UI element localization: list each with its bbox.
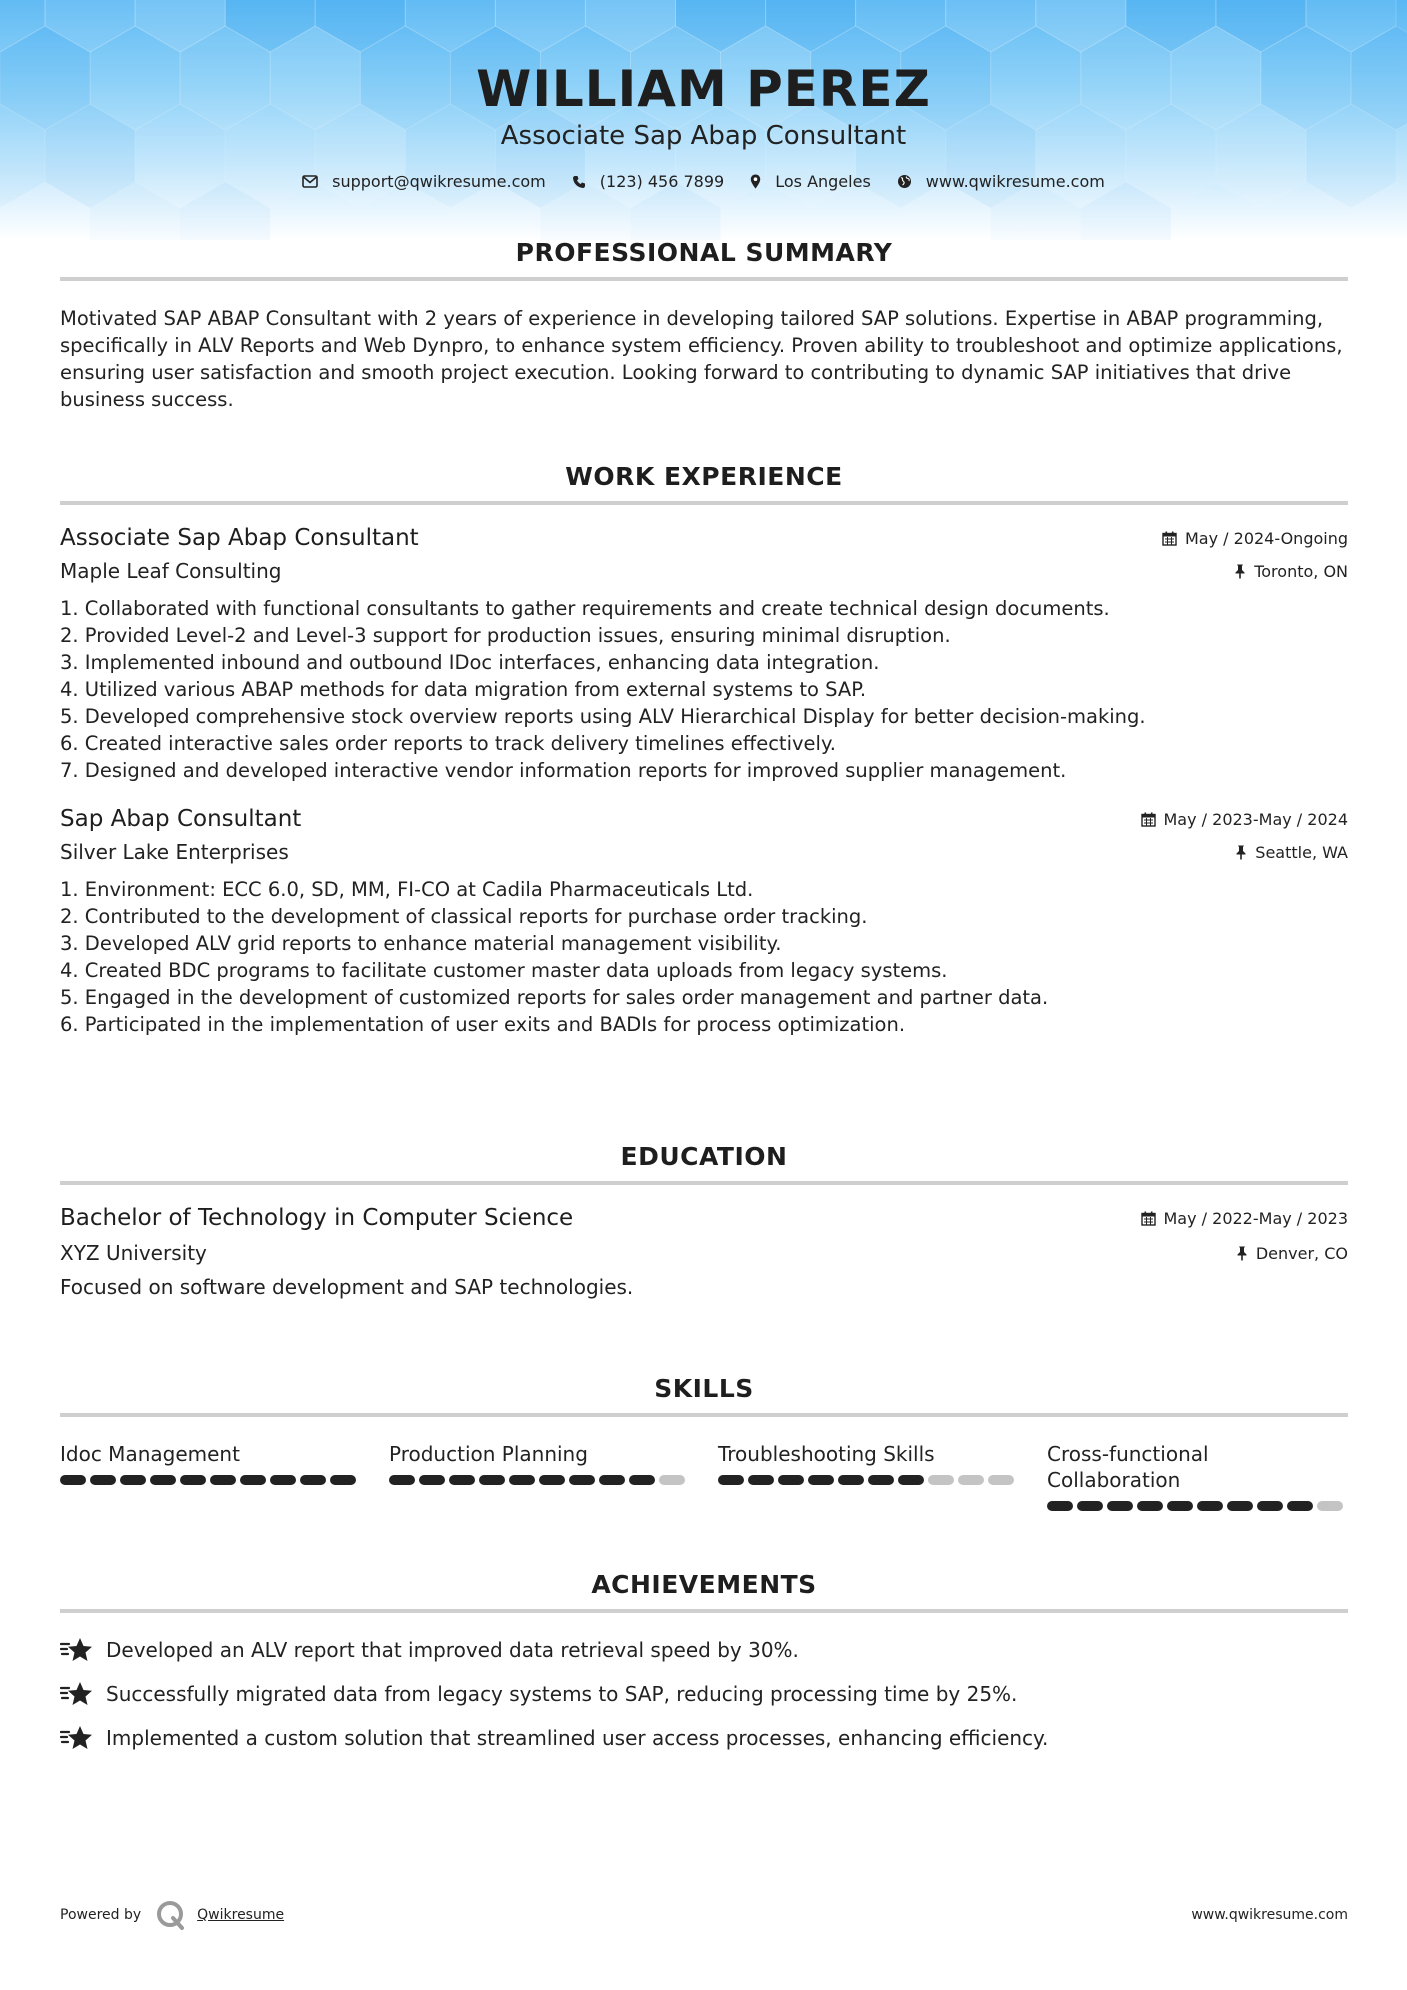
education-subheader-row: [60, 1241, 1348, 1265]
skill-item: [389, 1441, 688, 1511]
location-text: Los Angeles: [775, 172, 871, 191]
skill-segment-filled: [808, 1475, 834, 1485]
job-company: Silver Lake Enterprises: [60, 840, 289, 864]
skill-segment-filled: [1197, 1501, 1223, 1511]
job-bullet: 1. Collaborated with functional consultants to gather requirements and create technical design documents.: [60, 597, 1110, 620]
skills-section: [60, 1374, 1348, 1511]
education-dates-text: May / 2022-May / 2023: [1163, 1208, 1348, 1228]
skill-segment-empty: [659, 1475, 685, 1485]
candidate-name: WILLIAM PEREZ: [476, 60, 931, 118]
section-divider: [60, 501, 1348, 505]
achievements-list: [60, 1635, 1348, 1753]
job-dates: [1162, 529, 1348, 548]
experience-section: [60, 462, 1348, 1038]
footer: [60, 1900, 1348, 1930]
skill-segment-filled: [210, 1475, 236, 1485]
skill-segment-filled: [1257, 1501, 1283, 1511]
job-location-text: Seattle, WA: [1255, 842, 1348, 862]
achievement-item: [60, 1679, 1348, 1709]
skills-list: [60, 1441, 1348, 1511]
job-dates-text: May / 2023-May / 2024: [1163, 809, 1348, 829]
footer-website[interactable]: www.qwikresume.com: [1191, 1907, 1348, 1923]
job-bullet: 4. Utilized various ABAP methods for data migration from external systems to SAP.: [60, 678, 867, 701]
contact-bar: [0, 172, 1407, 191]
skill-segment-filled: [330, 1475, 356, 1485]
skill-segment-filled: [1167, 1501, 1193, 1511]
skill-segment-filled: [389, 1475, 415, 1485]
skill-segment-filled: [539, 1475, 565, 1485]
achievements-section: [60, 1570, 1348, 1767]
job-bullets: [60, 595, 1348, 784]
contact-phone[interactable]: [572, 172, 724, 191]
skill-segment-filled: [419, 1475, 445, 1485]
map-pin-icon: [750, 174, 761, 189]
experience-heading: WORK EXPERIENCE: [565, 462, 843, 491]
job-bullet: 4. Created BDC programs to facilitate customer master data uploads from legacy systems.: [60, 959, 948, 982]
job-bullet: 6. Created interactive sales order reports to track delivery timelines effectively.: [60, 732, 836, 755]
job-dates: [1141, 810, 1349, 829]
phone-text: (123) 456 7899: [599, 172, 725, 191]
job-entry: [60, 806, 1348, 1038]
pushpin-icon: [1234, 564, 1246, 579]
section-divider: [60, 1413, 1348, 1417]
job-subheader-row: [60, 840, 1348, 864]
globe-icon: [897, 174, 912, 189]
job-bullet: 3. Developed ALV grid reports to enhance material management visibility.: [60, 932, 782, 955]
skill-segment-empty: [928, 1475, 954, 1485]
footer-branding: [60, 1900, 284, 1930]
achievement-item: [60, 1635, 1348, 1665]
skill-name: Cross-functional Collaboration: [1047, 1442, 1209, 1492]
achievements-heading: ACHIEVEMENTS: [591, 1570, 817, 1599]
section-divider: [60, 1181, 1348, 1185]
achievement-text: Successfully migrated data from legacy systems to SAP, reducing processing time by 25%.: [106, 1682, 1018, 1706]
section-divider: [60, 277, 1348, 281]
education-entry: [60, 1205, 1348, 1299]
education-location: [1236, 1244, 1348, 1263]
degree-title: Bachelor of Technology in Computer Science: [60, 1205, 574, 1231]
job-dates-text: May / 2024-Ongoing: [1185, 528, 1348, 548]
job-bullet: 5. Engaged in the development of customized reports for sales order management and partner data.: [60, 986, 1049, 1009]
skill-segment-filled: [300, 1475, 326, 1485]
job-header-row: [60, 525, 1348, 551]
qwikresume-logo-icon: [155, 1900, 187, 1930]
job-location-text: Toronto, ON: [1254, 561, 1348, 581]
job-subheader-row: [60, 559, 1348, 583]
skill-segment-filled: [1137, 1501, 1163, 1511]
candidate-title: Associate Sap Abap Consultant: [500, 121, 907, 151]
skill-segment-filled: [838, 1475, 864, 1485]
section-divider: [60, 1609, 1348, 1613]
job-bullet: 5. Developed comprehensive stock overview reports using ALV Hierarchical Display for better decision-making.: [60, 705, 1146, 728]
job-bullet: 1. Environment: ECC 6.0, SD, MM, FI-CO at Cadila Pharmaceuticals Ltd.: [60, 878, 754, 901]
skill-segment-filled: [1227, 1501, 1253, 1511]
summary-text: Motivated SAP ABAP Consultant with 2 years of experience in developing tailored SAP solutions. Expertise in ABAP programming, specifically in ALV Reports and Web Dynpro, to enhance system efficiency. Proven ability to troubleshoot and optimize applications, ensuring user satisfaction and smooth project execution. Looking forward to contributing to dynamic SAP initiatives that drive business success.: [60, 307, 1343, 411]
education-description: Focused on software development and SAP technologies.: [60, 1275, 634, 1299]
skill-name: Idoc Management: [60, 1442, 240, 1466]
job-location: [1235, 843, 1348, 862]
job-bullet: 3. Implemented inbound and outbound IDoc interfaces, enhancing data integration.: [60, 651, 880, 674]
education-location-text: Denver, CO: [1255, 1243, 1348, 1263]
skill-segment-filled: [629, 1475, 655, 1485]
skill-segment-filled: [240, 1475, 266, 1485]
skill-segment-filled: [120, 1475, 146, 1485]
skill-segment-filled: [509, 1475, 535, 1485]
skill-segment-filled: [60, 1475, 86, 1485]
job-bullet: 7. Designed and developed interactive vendor information reports for improved supplier management.: [60, 759, 1067, 782]
education-section: [60, 1142, 1348, 1299]
skill-level-bar: [389, 1475, 688, 1485]
skill-segment-filled: [778, 1475, 804, 1485]
skill-segment-filled: [90, 1475, 116, 1485]
summary-section: [60, 238, 1348, 413]
skill-item: [1047, 1441, 1346, 1511]
achievement-item: [60, 1723, 1348, 1753]
job-title: Associate Sap Abap Consultant: [60, 525, 419, 551]
skill-item: [718, 1441, 1017, 1511]
job-bullet: 2. Provided Level-2 and Level-3 support for production issues, ensuring minimal disruption.: [60, 624, 951, 647]
star-icon: [60, 1724, 94, 1752]
job-bullet: 2. Contributed to the development of classical reports for purchase order tracking.: [60, 905, 868, 928]
skill-segment-filled: [748, 1475, 774, 1485]
skill-segment-filled: [868, 1475, 894, 1485]
achievement-text: Implemented a custom solution that streamlined user access processes, enhancing efficiency.: [106, 1726, 1049, 1750]
skill-segment-filled: [1107, 1501, 1133, 1511]
job-bullets: [60, 876, 1348, 1038]
contact-location: [750, 172, 871, 191]
education-dates: [1141, 1209, 1349, 1228]
resume-header: [0, 58, 1407, 191]
job-title: Sap Abap Consultant: [60, 806, 302, 832]
skill-segment-filled: [898, 1475, 924, 1485]
envelope-icon: [302, 175, 318, 188]
skill-item: [60, 1441, 359, 1511]
achievement-text: Developed an ALV report that improved data retrieval speed by 30%.: [106, 1638, 799, 1662]
skill-segment-empty: [988, 1475, 1014, 1485]
skill-segment-filled: [569, 1475, 595, 1485]
calendar-icon: [1141, 812, 1156, 827]
skill-segment-empty: [1317, 1501, 1343, 1511]
calendar-icon: [1162, 531, 1177, 546]
skill-name: Troubleshooting Skills: [718, 1442, 935, 1466]
skill-level-bar: [60, 1475, 359, 1485]
skill-segment-empty: [958, 1475, 984, 1485]
school-name: XYZ University: [60, 1241, 207, 1265]
skill-segment-filled: [270, 1475, 296, 1485]
contact-website[interactable]: [897, 172, 1105, 191]
skill-segment-filled: [718, 1475, 744, 1485]
education-heading: EDUCATION: [620, 1142, 788, 1171]
email-text: support@qwikresume.com: [332, 172, 546, 191]
summary-heading: PROFESSIONAL SUMMARY: [515, 238, 893, 267]
qwikresume-link[interactable]: Qwikresume: [197, 1907, 285, 1923]
calendar-icon: [1141, 1211, 1156, 1226]
skill-segment-filled: [1047, 1501, 1073, 1511]
star-icon: [60, 1680, 94, 1708]
skill-name: Production Planning: [389, 1442, 588, 1466]
skill-segment-filled: [150, 1475, 176, 1485]
job-location: [1234, 562, 1348, 581]
skill-segment-filled: [479, 1475, 505, 1485]
skill-segment-filled: [180, 1475, 206, 1485]
skills-heading: SKILLS: [654, 1374, 754, 1403]
contact-email[interactable]: [302, 172, 546, 191]
phone-icon: [572, 175, 586, 189]
pushpin-icon: [1235, 845, 1247, 860]
job-bullet: 6. Participated in the implementation of user exits and BADIs for process optimization.: [60, 1013, 906, 1036]
job-header-row: [60, 806, 1348, 832]
skill-segment-filled: [599, 1475, 625, 1485]
pushpin-icon: [1236, 1246, 1248, 1261]
powered-by-text: Powered by: [60, 1907, 142, 1923]
job-entry: [60, 525, 1348, 784]
skill-segment-filled: [1077, 1501, 1103, 1511]
skill-level-bar: [1047, 1501, 1346, 1511]
star-icon: [60, 1636, 94, 1664]
skill-level-bar: [718, 1475, 1017, 1485]
website-text: www.qwikresume.com: [925, 172, 1105, 191]
skill-segment-filled: [449, 1475, 475, 1485]
skill-segment-filled: [1287, 1501, 1313, 1511]
education-header-row: [60, 1205, 1348, 1231]
job-company: Maple Leaf Consulting: [60, 559, 282, 583]
